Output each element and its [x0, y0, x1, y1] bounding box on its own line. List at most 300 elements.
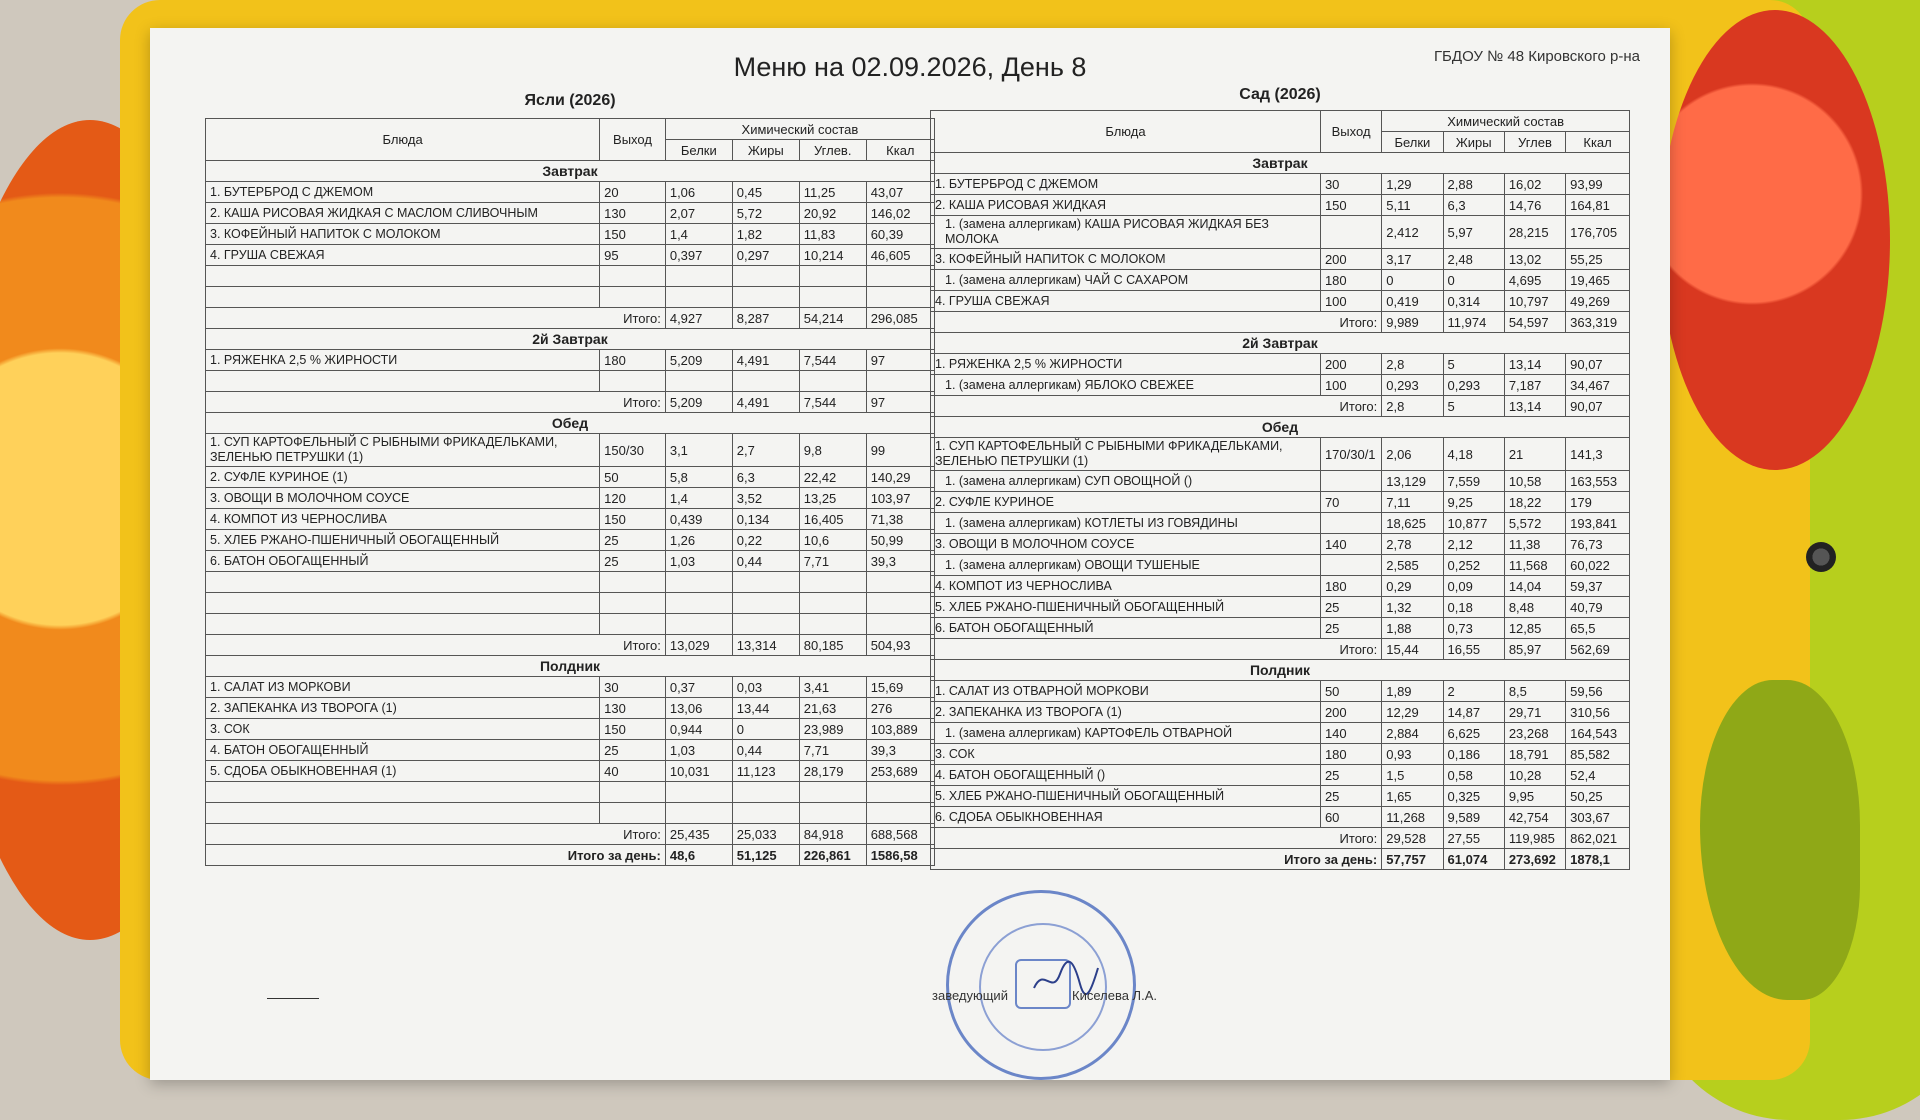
cell-protein: 1,89	[1382, 681, 1443, 702]
col-dish: Блюда	[206, 119, 600, 161]
meal-group-row	[206, 161, 935, 182]
empty-row	[206, 593, 935, 614]
cell-output: 140	[1320, 723, 1381, 744]
cell-empty	[866, 803, 934, 824]
cell-dish: 1. (замена аллергикам) ОВОЩИ ТУШЕНЫЕ	[931, 555, 1321, 576]
table-row	[931, 471, 1630, 492]
cell-fat: 6,3	[1443, 195, 1504, 216]
cell-carbs: 18,791	[1504, 744, 1565, 765]
table-row	[206, 509, 935, 530]
cell-empty	[665, 782, 732, 803]
cell-carbs: 11,38	[1504, 534, 1565, 555]
cell-protein: 2,07	[665, 203, 732, 224]
cell-kcal: 141,3	[1566, 438, 1630, 471]
screw-icon	[1806, 542, 1836, 572]
cell-empty	[665, 803, 732, 824]
table-row	[931, 270, 1630, 291]
cell-empty	[799, 371, 866, 392]
cell-carbs: 10,58	[1504, 471, 1565, 492]
cell-output: 180	[1320, 270, 1381, 291]
cell-kcal: 363,319	[1566, 312, 1630, 333]
cell-fat: 0,134	[732, 509, 799, 530]
cell-carbs: 23,989	[799, 719, 866, 740]
cell-output: 60	[1320, 807, 1381, 828]
subtotal-row	[931, 828, 1630, 849]
table-body	[206, 161, 935, 866]
cell-dish: 3. СОК	[931, 744, 1321, 765]
menu-table-nursery	[205, 118, 935, 866]
cell-fat: 0,252	[1443, 555, 1504, 576]
cell-protein: 13,129	[1382, 471, 1443, 492]
cell-fat: 8,287	[732, 308, 799, 329]
table-row	[206, 740, 935, 761]
day-total-row	[206, 845, 935, 866]
cell-protein: 0,93	[1382, 744, 1443, 765]
table-row	[931, 375, 1630, 396]
empty-row	[206, 614, 935, 635]
meal-group-row	[206, 413, 935, 434]
cell-fat: 5	[1443, 354, 1504, 375]
table-row	[206, 761, 935, 782]
cell-output: 40	[600, 761, 666, 782]
meal-group-row	[931, 660, 1630, 681]
cell-dish: 1. СУП КАРТОФЕЛЬНЫЙ С РЫБНЫМИ ФРИКАДЕЛЬКАМИ, ЗЕЛЕНЬЮ ПЕТРУШКИ (1)	[206, 434, 600, 467]
table-row	[931, 744, 1630, 765]
cell-carbs: 18,22	[1504, 492, 1565, 513]
cell-protein: 0,397	[665, 245, 732, 266]
cell-kcal: 179	[1566, 492, 1630, 513]
cell-empty	[866, 287, 934, 308]
cell-empty	[206, 572, 600, 593]
cell-kcal: 15,69	[866, 677, 934, 698]
cell-kcal: 1878,1	[1566, 849, 1630, 870]
meal-group-label: Завтрак	[206, 161, 935, 182]
cell-kcal: 49,269	[1566, 291, 1630, 312]
cell-fat: 0,314	[1443, 291, 1504, 312]
cell-empty	[799, 782, 866, 803]
table-row	[206, 530, 935, 551]
cell-empty	[665, 371, 732, 392]
table-row	[931, 291, 1630, 312]
cell-dish: 1. (замена аллергикам) ЯБЛОКО СВЕЖЕЕ	[931, 375, 1321, 396]
cell-fat: 2,12	[1443, 534, 1504, 555]
table-row	[931, 786, 1630, 807]
cell-dish: 1. (замена аллергикам) КОТЛЕТЫ ИЗ ГОВЯДИНЫ	[931, 513, 1321, 534]
cell-dish: 4. БАТОН ОБОГАЩЕННЫЙ	[206, 740, 600, 761]
cell-kcal: 99	[866, 434, 934, 467]
cell-protein: 2,78	[1382, 534, 1443, 555]
table-row	[931, 492, 1630, 513]
page-title: Меню на 02.09.2026, День 8	[733, 52, 1087, 82]
footer-role: заведующий	[932, 988, 1008, 1003]
cell-fat: 2,7	[732, 434, 799, 467]
cell-fat: 4,491	[732, 350, 799, 371]
cell-carbs: 4,695	[1504, 270, 1565, 291]
cell-output: 100	[1320, 375, 1381, 396]
cell-kcal: 60,022	[1566, 555, 1630, 576]
subtotal-row	[206, 635, 935, 656]
cell-carbs: 16,02	[1504, 174, 1565, 195]
cell-protein: 5,11	[1382, 195, 1443, 216]
table-row	[206, 245, 935, 266]
cell-fat: 25,033	[732, 824, 799, 845]
cell-output: 170/30/1	[1320, 438, 1381, 471]
empty-row	[206, 572, 935, 593]
cell-protein: 48,6	[665, 845, 732, 866]
meal-group-row	[931, 153, 1630, 174]
cell-empty	[206, 593, 600, 614]
cell-dish: 2. ЗАПЕКАНКА ИЗ ТВОРОГА (1)	[206, 698, 600, 719]
cell-fat: 10,877	[1443, 513, 1504, 534]
cell-kcal: 193,841	[1566, 513, 1630, 534]
col-carbs: Углев	[1504, 132, 1565, 153]
table-row	[931, 807, 1630, 828]
cell-kcal: 146,02	[866, 203, 934, 224]
cell-dish: 4. ГРУША СВЕЖАЯ	[206, 245, 600, 266]
cell-fat: 13,44	[732, 698, 799, 719]
cell-kcal: 296,085	[866, 308, 934, 329]
cell-protein: 10,031	[665, 761, 732, 782]
cell-protein: 2,06	[1382, 438, 1443, 471]
cell-fat: 2,88	[1443, 174, 1504, 195]
cell-empty	[732, 803, 799, 824]
cell-output: 25	[1320, 618, 1381, 639]
cell-kcal: 310,56	[1566, 702, 1630, 723]
meal-group-row	[931, 417, 1630, 438]
cell-protein: 0,944	[665, 719, 732, 740]
cell-protein: 25,435	[665, 824, 732, 845]
subtotal-row	[206, 824, 935, 845]
table-row	[931, 354, 1630, 375]
cell-carbs: 10,28	[1504, 765, 1565, 786]
cell-protein: 1,5	[1382, 765, 1443, 786]
cell-dish: 4. ГРУША СВЕЖАЯ	[931, 291, 1321, 312]
cell-empty	[866, 266, 934, 287]
cell-empty	[799, 572, 866, 593]
cell-empty	[665, 614, 732, 635]
cell-empty	[665, 287, 732, 308]
cell-carbs: 273,692	[1504, 849, 1565, 870]
cell-empty	[665, 572, 732, 593]
cell-carbs: 8,48	[1504, 597, 1565, 618]
table-row	[206, 551, 935, 572]
cell-kcal: 562,69	[1566, 639, 1630, 660]
cell-protein: 0,29	[1382, 576, 1443, 597]
cell-dish: 1. (замена аллергикам) КАША РИСОВАЯ ЖИДКАЯ БЕЗ МОЛОКА	[931, 216, 1321, 249]
empty-row	[206, 371, 935, 392]
meal-group-label: Обед	[931, 417, 1630, 438]
total-label: Итого:	[206, 824, 666, 845]
cell-fat: 5,97	[1443, 216, 1504, 249]
table-row	[931, 702, 1630, 723]
cell-empty	[665, 266, 732, 287]
cell-kcal: 85,582	[1566, 744, 1630, 765]
cell-protein: 2,8	[1382, 354, 1443, 375]
meal-group-label: Завтрак	[931, 153, 1630, 174]
cell-empty	[866, 614, 934, 635]
meal-group-row	[206, 329, 935, 350]
cell-carbs: 7,71	[799, 551, 866, 572]
cell-kcal: 39,3	[866, 551, 934, 572]
cell-carbs: 21	[1504, 438, 1565, 471]
cell-fat: 3,52	[732, 488, 799, 509]
cell-empty	[206, 803, 600, 824]
table-row	[931, 555, 1630, 576]
cell-carbs: 14,76	[1504, 195, 1565, 216]
cell-protein: 57,757	[1382, 849, 1443, 870]
cell-protein: 1,88	[1382, 618, 1443, 639]
meal-group-label: Полдник	[206, 656, 935, 677]
table-row	[206, 434, 935, 467]
cell-dish: 1. БУТЕРБРОД С ДЖЕМОМ	[931, 174, 1321, 195]
cell-dish: 3. КОФЕЙНЫЙ НАПИТОК С МОЛОКОМ	[206, 224, 600, 245]
cell-output: 25	[1320, 786, 1381, 807]
cell-kcal: 164,543	[1566, 723, 1630, 744]
table-row	[931, 597, 1630, 618]
cell-protein: 11,268	[1382, 807, 1443, 828]
cell-carbs: 7,71	[799, 740, 866, 761]
cell-output: 200	[1320, 354, 1381, 375]
cell-dish: 3. ОВОЩИ В МОЛОЧНОМ СОУСЕ	[931, 534, 1321, 555]
cell-kcal: 59,56	[1566, 681, 1630, 702]
menu-table-kindergarten	[930, 110, 1630, 870]
col-chem: Химический состав	[1382, 111, 1630, 132]
cell-output: 200	[1320, 702, 1381, 723]
cell-fat: 0,58	[1443, 765, 1504, 786]
cell-dish: 2. СУФЛЕ КУРИНОЕ	[931, 492, 1321, 513]
meal-group-label: 2й Завтрак	[931, 333, 1630, 354]
cell-kcal: 43,07	[866, 182, 934, 203]
cell-dish: 5. ХЛЕБ РЖАНО-ПШЕНИЧНЫЙ ОБОГАЩЕННЫЙ	[206, 530, 600, 551]
cell-output: 25	[1320, 597, 1381, 618]
cell-kcal: 59,37	[1566, 576, 1630, 597]
cell-carbs: 3,41	[799, 677, 866, 698]
col-carbs: Углев.	[799, 140, 866, 161]
cell-empty	[732, 371, 799, 392]
cell-fat: 16,55	[1443, 639, 1504, 660]
cell-dish: 6. БАТОН ОБОГАЩЕННЫЙ	[931, 618, 1321, 639]
meal-group-label: Полдник	[931, 660, 1630, 681]
cell-output	[1320, 216, 1381, 249]
subtotal-row	[931, 639, 1630, 660]
table-row	[206, 677, 935, 698]
cell-fat: 7,559	[1443, 471, 1504, 492]
cell-empty	[732, 287, 799, 308]
cell-protein: 9,989	[1382, 312, 1443, 333]
total-label: Итого за день:	[931, 849, 1382, 870]
table-row	[206, 488, 935, 509]
cell-fat: 6,3	[732, 467, 799, 488]
cell-fat: 11,123	[732, 761, 799, 782]
cell-output: 150	[600, 224, 666, 245]
cell-carbs: 10,797	[1504, 291, 1565, 312]
cell-carbs: 10,214	[799, 245, 866, 266]
cell-dish: 2. СУФЛЕ КУРИНОЕ (1)	[206, 467, 600, 488]
day-total-row	[931, 849, 1630, 870]
cell-protein: 1,26	[665, 530, 732, 551]
table-row	[206, 182, 935, 203]
col-output: Выход	[600, 119, 666, 161]
subtotal-row	[206, 392, 935, 413]
cell-kcal: 50,25	[1566, 786, 1630, 807]
cell-fat: 14,87	[1443, 702, 1504, 723]
cell-carbs: 7,187	[1504, 375, 1565, 396]
cell-dish: 4. КОМПОТ ИЗ ЧЕРНОСЛИВА	[206, 509, 600, 530]
cell-carbs: 84,918	[799, 824, 866, 845]
cell-carbs: 10,6	[799, 530, 866, 551]
cell-output: 25	[600, 530, 666, 551]
cell-output: 180	[1320, 744, 1381, 765]
cell-dish: 1. БУТЕРБРОД С ДЖЕМОМ	[206, 182, 600, 203]
cell-empty	[866, 572, 934, 593]
cell-dish: 6. СДОБА ОБЫКНОВЕННАЯ	[931, 807, 1321, 828]
table-row	[931, 723, 1630, 744]
cell-kcal: 688,568	[866, 824, 934, 845]
meal-group-row	[206, 656, 935, 677]
cell-dish: 1. (замена аллергикам) ЧАЙ С САХАРОМ	[931, 270, 1321, 291]
cell-protein: 0,419	[1382, 291, 1443, 312]
col-kcal: Ккал	[866, 140, 934, 161]
cell-empty	[866, 782, 934, 803]
table-row	[206, 467, 935, 488]
cell-fat: 13,314	[732, 635, 799, 656]
col-chem: Химический состав	[665, 119, 934, 140]
cell-output: 200	[1320, 249, 1381, 270]
cell-carbs: 9,95	[1504, 786, 1565, 807]
cell-fat: 0,44	[732, 740, 799, 761]
table-row	[931, 174, 1630, 195]
table-row	[931, 681, 1630, 702]
cell-protein: 0,439	[665, 509, 732, 530]
cell-carbs: 22,42	[799, 467, 866, 488]
cell-protein: 0	[1382, 270, 1443, 291]
meal-group-label: Обед	[206, 413, 935, 434]
cell-kcal: 71,38	[866, 509, 934, 530]
cell-empty	[866, 593, 934, 614]
cell-fat: 2,48	[1443, 249, 1504, 270]
cell-output: 70	[1320, 492, 1381, 513]
cell-fat: 4,18	[1443, 438, 1504, 471]
cell-kcal: 253,689	[866, 761, 934, 782]
total-label: Итого:	[931, 396, 1382, 417]
cell-empty	[799, 287, 866, 308]
subtotal-row	[931, 312, 1630, 333]
cell-output: 120	[600, 488, 666, 509]
cell-empty	[866, 371, 934, 392]
cell-kcal: 52,4	[1566, 765, 1630, 786]
cell-empty	[732, 572, 799, 593]
total-label: Итого:	[931, 828, 1382, 849]
cell-kcal: 50,99	[866, 530, 934, 551]
total-label: Итого:	[206, 308, 666, 329]
cell-protein: 29,528	[1382, 828, 1443, 849]
cell-output: 20	[600, 182, 666, 203]
cell-empty	[732, 593, 799, 614]
cell-empty	[600, 803, 666, 824]
cell-empty	[600, 371, 666, 392]
cell-carbs: 13,02	[1504, 249, 1565, 270]
cell-kcal: 65,5	[1566, 618, 1630, 639]
cell-kcal: 1586,58	[866, 845, 934, 866]
cell-dish: 4. БАТОН ОБОГАЩЕННЫЙ ()	[931, 765, 1321, 786]
col-protein: Белки	[1382, 132, 1443, 153]
cell-fat: 0,09	[1443, 576, 1504, 597]
cell-output	[1320, 513, 1381, 534]
subtotal-row	[206, 308, 935, 329]
cell-carbs: 9,8	[799, 434, 866, 467]
cell-output: 95	[600, 245, 666, 266]
cell-carbs: 14,04	[1504, 576, 1565, 597]
cell-output: 25	[600, 740, 666, 761]
cell-kcal: 103,97	[866, 488, 934, 509]
cell-fat: 27,55	[1443, 828, 1504, 849]
cell-dish: 3. КОФЕЙНЫЙ НАПИТОК С МОЛОКОМ	[931, 249, 1321, 270]
table-row	[931, 534, 1630, 555]
cell-protein: 1,4	[665, 488, 732, 509]
organization-name: ГБДОУ № 48 Кировского р-на	[1433, 48, 1640, 65]
cell-empty	[799, 266, 866, 287]
cell-output: 180	[1320, 576, 1381, 597]
cell-empty	[732, 782, 799, 803]
cell-protein: 1,29	[1382, 174, 1443, 195]
cell-empty	[206, 266, 600, 287]
cell-output: 50	[1320, 681, 1381, 702]
cell-fat: 6,625	[1443, 723, 1504, 744]
cell-carbs: 13,14	[1504, 396, 1565, 417]
cell-fat: 5,72	[732, 203, 799, 224]
cell-protein: 3,17	[1382, 249, 1443, 270]
cell-protein: 0,293	[1382, 375, 1443, 396]
cell-empty	[665, 593, 732, 614]
cell-empty	[600, 287, 666, 308]
cell-output: 50	[600, 467, 666, 488]
cell-output: 150	[1320, 195, 1381, 216]
table-row	[206, 719, 935, 740]
cell-carbs: 226,861	[799, 845, 866, 866]
cell-dish: 1. СУП КАРТОФЕЛЬНЫЙ С РЫБНЫМИ ФРИКАДЕЛЬКАМИ, ЗЕЛЕНЬЮ ПЕТРУШКИ (1)	[931, 438, 1321, 471]
cell-protein: 4,927	[665, 308, 732, 329]
cell-empty	[600, 782, 666, 803]
cell-protein: 5,8	[665, 467, 732, 488]
cell-kcal: 76,73	[1566, 534, 1630, 555]
total-label: Итого за день:	[206, 845, 666, 866]
cell-output	[1320, 471, 1381, 492]
cell-carbs: 7,544	[799, 350, 866, 371]
cell-kcal: 90,07	[1566, 354, 1630, 375]
cell-dish: 4. КОМПОТ ИЗ ЧЕРНОСЛИВА	[931, 576, 1321, 597]
cell-kcal: 39,3	[866, 740, 934, 761]
cell-output: 130	[600, 203, 666, 224]
cell-output: 150/30	[600, 434, 666, 467]
table-row	[206, 224, 935, 245]
cell-carbs: 29,71	[1504, 702, 1565, 723]
cell-carbs: 80,185	[799, 635, 866, 656]
table-row	[931, 513, 1630, 534]
cell-protein: 1,32	[1382, 597, 1443, 618]
cell-protein: 1,65	[1382, 786, 1443, 807]
cell-fat: 9,25	[1443, 492, 1504, 513]
cell-dish: 1. РЯЖЕНКА 2,5 % ЖИРНОСТИ	[931, 354, 1321, 375]
cell-empty	[799, 803, 866, 824]
section-title-kindergarten: Сад (2026)	[1239, 86, 1321, 103]
table-row	[206, 203, 935, 224]
cell-protein: 2,585	[1382, 555, 1443, 576]
subtotal-row	[931, 396, 1630, 417]
cell-protein: 1,06	[665, 182, 732, 203]
col-protein: Белки	[665, 140, 732, 161]
cell-dish: 1. (замена аллергикам) СУП ОВОЩНОЙ ()	[931, 471, 1321, 492]
cell-carbs: 85,97	[1504, 639, 1565, 660]
